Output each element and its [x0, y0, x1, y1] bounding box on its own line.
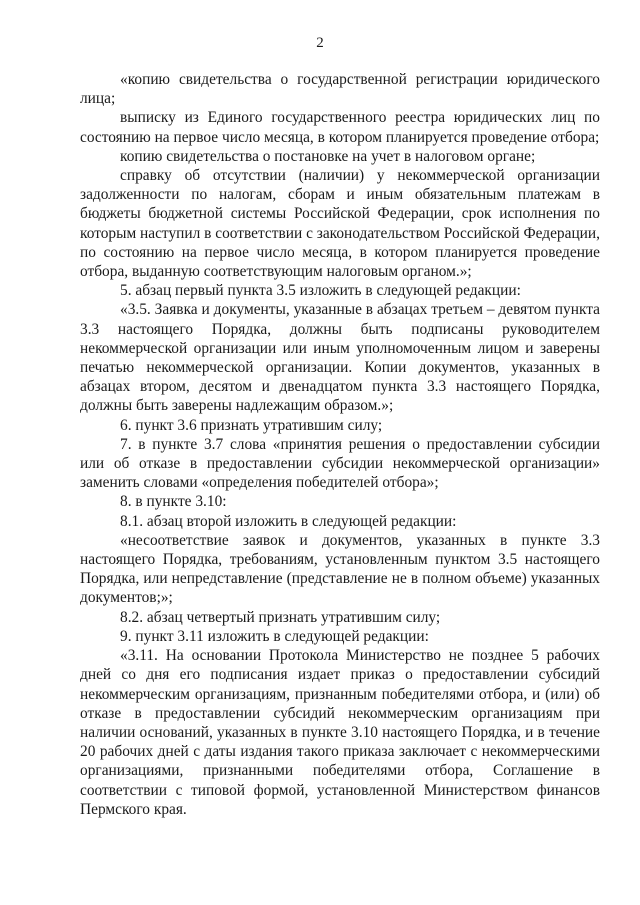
paragraph: 8.1. абзац второй изложить в следующей редакции: [120, 512, 457, 530]
paragraph: копию свидетельства о постановке на учет в налоговом органе; [120, 147, 536, 165]
paragraph: 5. абзац первый пункта 3.5 изложить в следующей редакции: [120, 282, 521, 300]
paragraph: 6. пункт 3.6 признать утратившим силу; [120, 416, 383, 434]
paragraph: «3.5. Заявка и документы, указанные в абзацах третьем – девятом пункта 3.3 настоящего Порядка, должны быть подписаны руководителем некоммерческой организации или иным уполномоченным лицом и заверены печатью некоммерческой организации. Копии документов, указанных в абзацах втором, десятом и двенадцатом пункта 3.3 настоящего Порядка, должны быть заверены надлежащим образом.»; [80, 301, 600, 415]
paragraph: «3.11. На основании Протокола Министерство не позднее 5 рабочих дней со дня его подписания издает приказ о предоставлении субсидий некоммерческим организациям, признанным победителями отбора, и (или) об отказе в предоставлении субсидий некоммерческим организациям при наличии оснований, указанных в пункте 3.10 настоящего Порядка, и в течение 20 рабочих дней с даты издания такого приказа заключает с некоммерческими организациями, признанными победителями отбора, Соглашение в соответствии с типовой формой, установленной Министерством финансов Пермского края. [80, 647, 600, 818]
paragraph: 8. в пункте 3.10: [120, 493, 227, 511]
paragraph: 7. в пункте 3.7 слова «принятия решения о предоставлении субсидии или об отказе в предоставлении субсидии некоммерческой организации» заменить словами «определения победителей отбора»; [80, 435, 600, 492]
paragraph: «копию свидетельства о государственной регистрации юридического лица; [80, 71, 600, 108]
document-body [80, 70, 600, 819]
paragraph: «несоответствие заявок и документов, указанных в пункте 3.3 настоящего Порядка, требованиям, установленным пунктом 3.5 настоящего Порядка, или непредставление (представление не в полном объеме) указанных документов;»; [80, 531, 600, 607]
page-number: 2 [316, 35, 324, 51]
paragraph: 8.2. абзац четвертый признать утратившим силу; [120, 608, 441, 626]
paragraph: выписку из Единого государственного реестра юридических лиц по состоянию на первое число месяца, в котором планируется проведение отбора; [80, 109, 600, 146]
paragraph: справку об отсутствии (наличии) у некоммерческой организации задолженности по налогам, сборам и иным обязательным платежам в бюджеты бюджетной системы Российской Федерации, срок исполнения по которым наступил в соответствии с законодательством Российской Федерации, по состоянию на первое число месяца, в котором планируется проведение отбора, выданную соответствующим налоговым органом.»; [80, 167, 600, 281]
paragraph: 9. пункт 3.11 изложить в следующей редакции: [120, 627, 429, 645]
